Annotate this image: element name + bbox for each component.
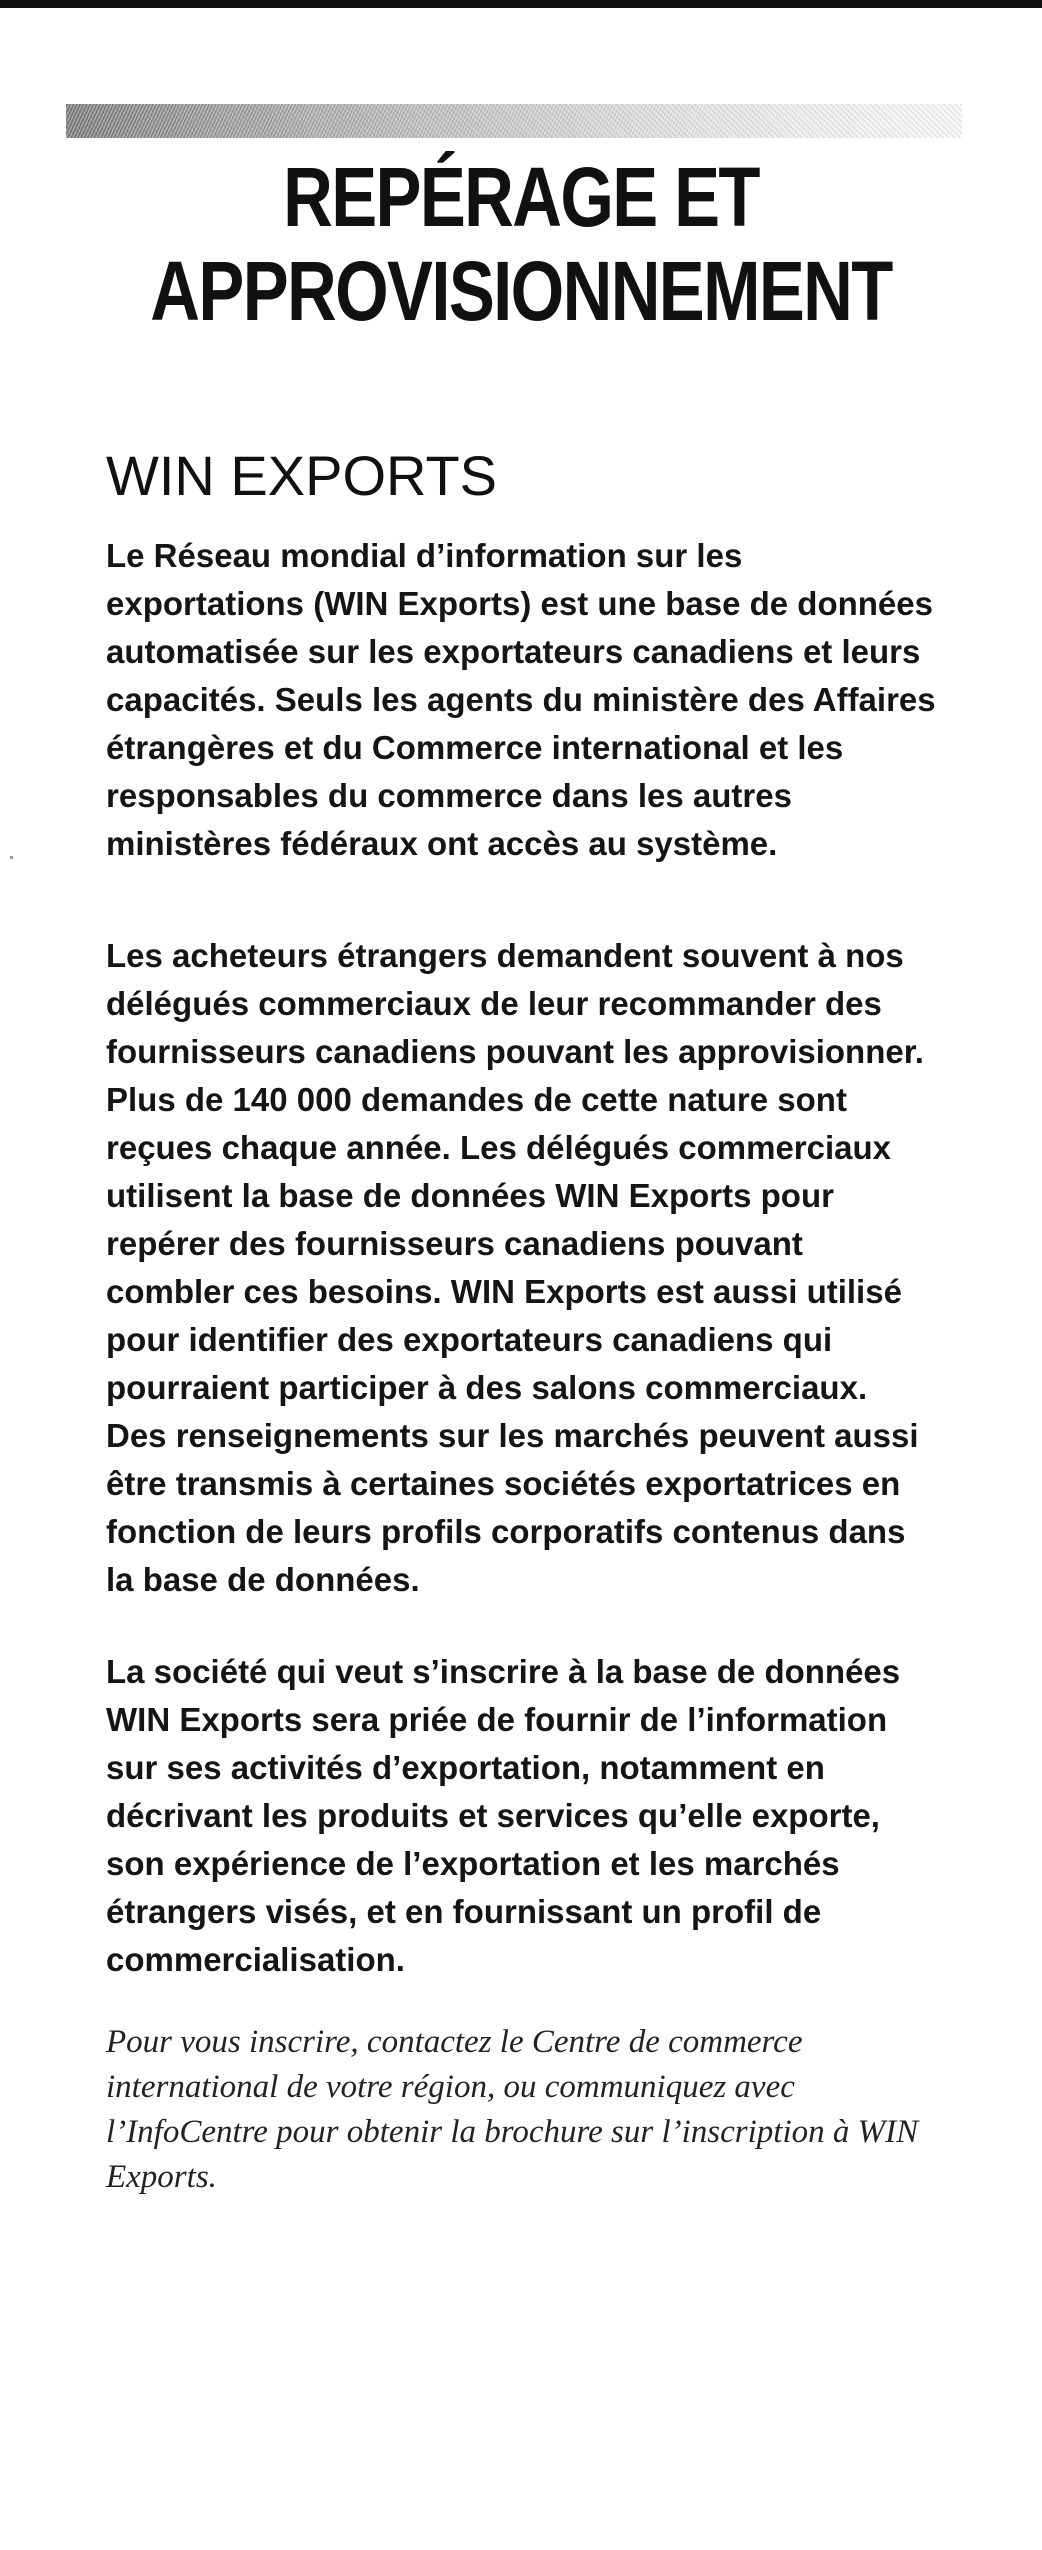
page-title-line-1: REPÉRAGE ET [283, 150, 759, 244]
body-paragraph-2: Les acheteurs étrangers demandent souvent à nos délégués commerciaux de leur recommander des fournisseurs canadiens pouvant les approvisionner. Plus de 140 000 demandes de cette nature sont reçues chaque année. Les délégués commerciaux utilisent la base de données WIN Exports pour repérer des fournisseurs canadiens pouvant combler ces besoins. WIN Exports est aussi utilisé pour identifier des exportateurs canadiens qui pourraient participer à des salons commerciaux. Des renseignements sur les marchés peuvent aussi être transmis à certaines sociétés exportatrices en fonction de leurs profils corporatifs contenus dans la base de données. [106, 937, 924, 1598]
closing-note: Pour vous inscrire, contactez le Centre de commerce international de votre région, ou communiquez avec l’InfoCentre pour obtenir la brochure sur l’inscription à WIN Exports. [106, 2024, 919, 2195]
body-paragraph-3: La société qui veut s’inscrire à la base de données WIN Exports sera priée de fournir de l’information sur ses activités d’exportation, notamment en décrivant les produits et services qu’elle exporte, son expérience de l’exportation et les marchés étrangers visés, et en fournissant un profil de commercialisation. [106, 1653, 901, 1978]
page-title-line-2: APPROVISIONNEMENT [150, 244, 892, 338]
body-paragraph-1: Le Réseau mondial d’information sur les exportations (WIN Exports) est une base de données automatisée sur les exportateurs canadiens et leurs capacités. Seuls les agents du ministère des Affaires étrangères et du Commerce international et les responsables du commerce dans les autres ministères fédéraux ont accès au système. [106, 537, 936, 862]
top-border-rule [0, 0, 1042, 8]
section-heading: WIN EXPORTS [106, 444, 498, 507]
scan-speck [10, 856, 13, 859]
decorative-gradient-banner [66, 104, 962, 138]
page-title [94, 150, 948, 338]
